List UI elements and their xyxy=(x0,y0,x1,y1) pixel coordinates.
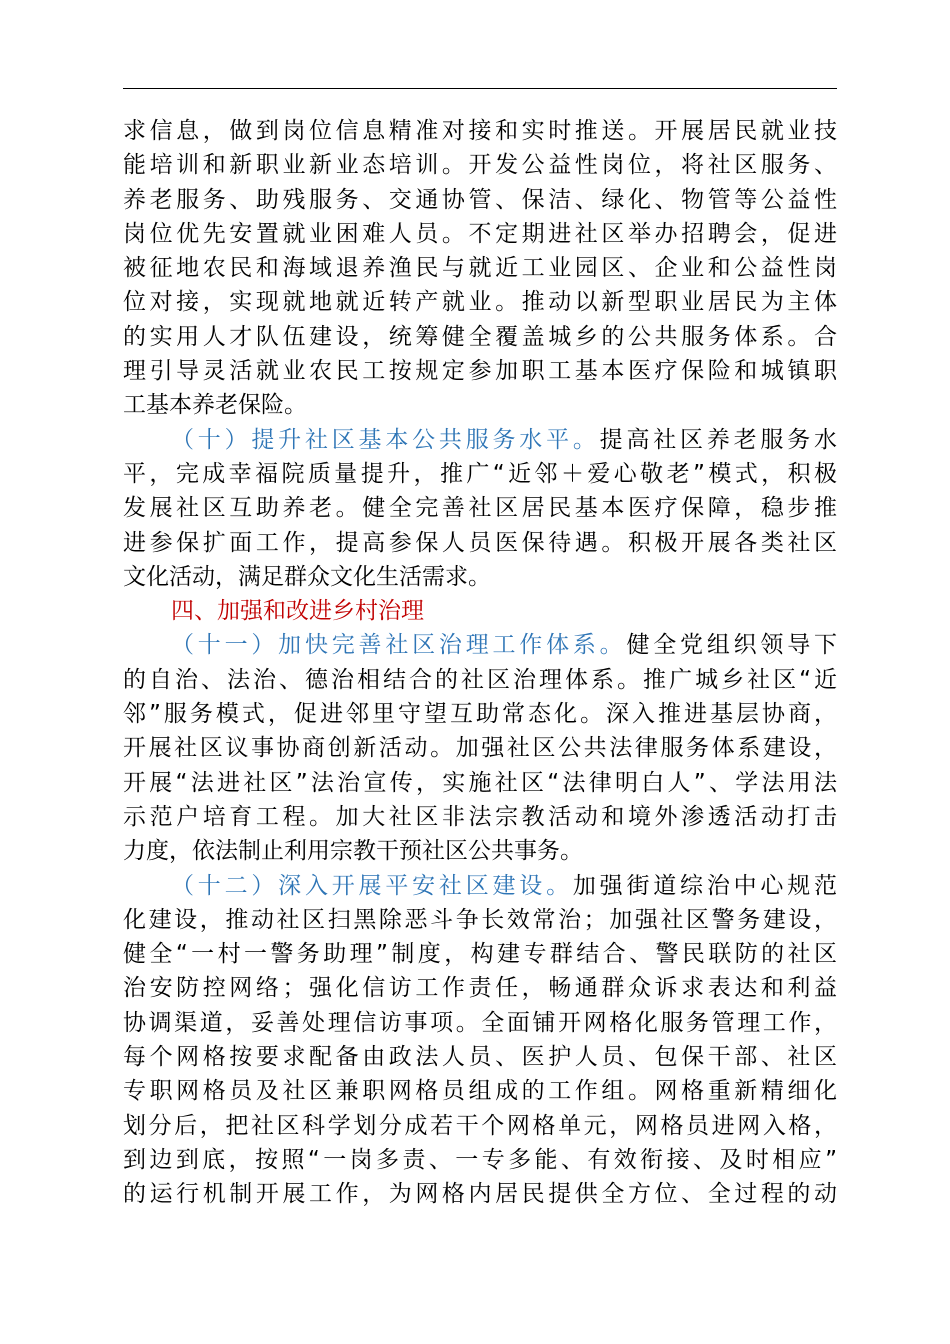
text-line: 的自治、法治、德治相结合的社区治理体系。推广城乡社区“近 xyxy=(123,666,837,693)
text-line: 进参保扩面工作，提高参保人员医保待遇。积极开展各类社区 xyxy=(123,529,837,556)
text-line: 发展社区互助养老。健全完善社区居民基本医疗保障，稳步推 xyxy=(123,495,837,522)
text-line: 到边到底，按照“一岗多责、一专多能、有效衔接、及时相应” xyxy=(123,1146,837,1173)
text-line: 邻”服务模式，促进邻里守望互助常态化。深入推进基层协商， xyxy=(123,701,837,728)
text-line: 治安防控网络；强化信访工作责任，畅通群众诉求表达和利益 xyxy=(123,975,837,1002)
text-line: 的运行机制开展工作，为网格内居民提供全方位、全过程的动 xyxy=(123,1181,837,1208)
text-line: 理引导灵活就业农民工按规定参加职工基本医疗保险和城镇职 xyxy=(123,358,837,385)
text-span: 加强街道综治中心规范 xyxy=(572,872,838,899)
text-line: 划分后，把社区科学划分成若干个网格单元，网格员进网入格， xyxy=(123,1112,837,1139)
text-line: 协调渠道，妥善处理信访事项。全面铺开网格化服务管理工作， xyxy=(123,1009,837,1036)
text-line: 平，完成幸福院质量提升，推广“近邻＋爱心敬老”模式，积极 xyxy=(123,460,837,487)
text-line: 开展社区议事协商创新活动。加强社区公共法律服务体系建设， xyxy=(123,735,837,762)
text-line: 专职网格员及社区兼职网格员组成的工作组。网格重新精细化 xyxy=(123,1078,837,1105)
text-line: 文化活动，满足群众文化生活需求。 xyxy=(123,563,491,590)
subheading-ten: （十）提升社区基本公共服务水平。 xyxy=(171,426,600,453)
body-text xyxy=(123,114,837,1212)
section-heading-four: 四、加强和改进乡村治理 xyxy=(171,598,424,625)
text-line: 被征地农民和海域退养渔民与就近工业园区、企业和公益性岗 xyxy=(123,255,837,282)
text-line: 岗位优先安置就业困难人员。不定期进社区举办招聘会，促进 xyxy=(123,220,837,247)
section-ten-line xyxy=(123,423,837,457)
text-line: 开展“法进社区”法治宣传，实施社区“法律明白人”、学法用法 xyxy=(123,769,837,796)
section-eleven-line xyxy=(123,628,837,662)
text-line: 每个网格按要求配备由政法人员、医护人员、包保干部、社区 xyxy=(123,1044,837,1071)
text-line: 工基本养老保险。 xyxy=(123,392,307,419)
text-span: 健全党组织领导下 xyxy=(626,632,838,659)
text-span: 提高社区养老服务水 xyxy=(599,426,838,453)
subheading-eleven: （十一）加快完善社区治理工作体系。 xyxy=(171,632,627,659)
section-twelve-line xyxy=(123,869,837,903)
subheading-twelve: （十二）深入开展平安社区建设。 xyxy=(171,872,573,899)
text-line: 位对接，实现就地就近转产就业。推动以新型职业居民为主体 xyxy=(123,289,837,316)
text-line: 的实用人才队伍建设，统筹健全覆盖城乡的公共服务体系。合 xyxy=(123,323,837,350)
text-line: 能培训和新职业新业态培训。开发公益性岗位，将社区服务、 xyxy=(123,152,837,179)
text-line: 养老服务、助残服务、交通协管、保洁、绿化、物管等公益性 xyxy=(123,186,837,213)
text-line: 健全“一村一警务助理”制度，构建专群结合、警民联防的社区 xyxy=(123,941,837,968)
text-line: 示范户培育工程。加大社区非法宗教活动和境外渗透活动打击 xyxy=(123,803,837,830)
header-rule xyxy=(123,88,837,89)
text-line: 求信息，做到岗位信息精准对接和实时推送。开展居民就业技 xyxy=(123,118,837,144)
text-line: 化建设，推动社区扫黑除恶斗争长效常治；加强社区警务建设， xyxy=(123,906,837,933)
text-line: 力度，依法制止利用宗教干预社区公共事务。 xyxy=(123,838,583,865)
